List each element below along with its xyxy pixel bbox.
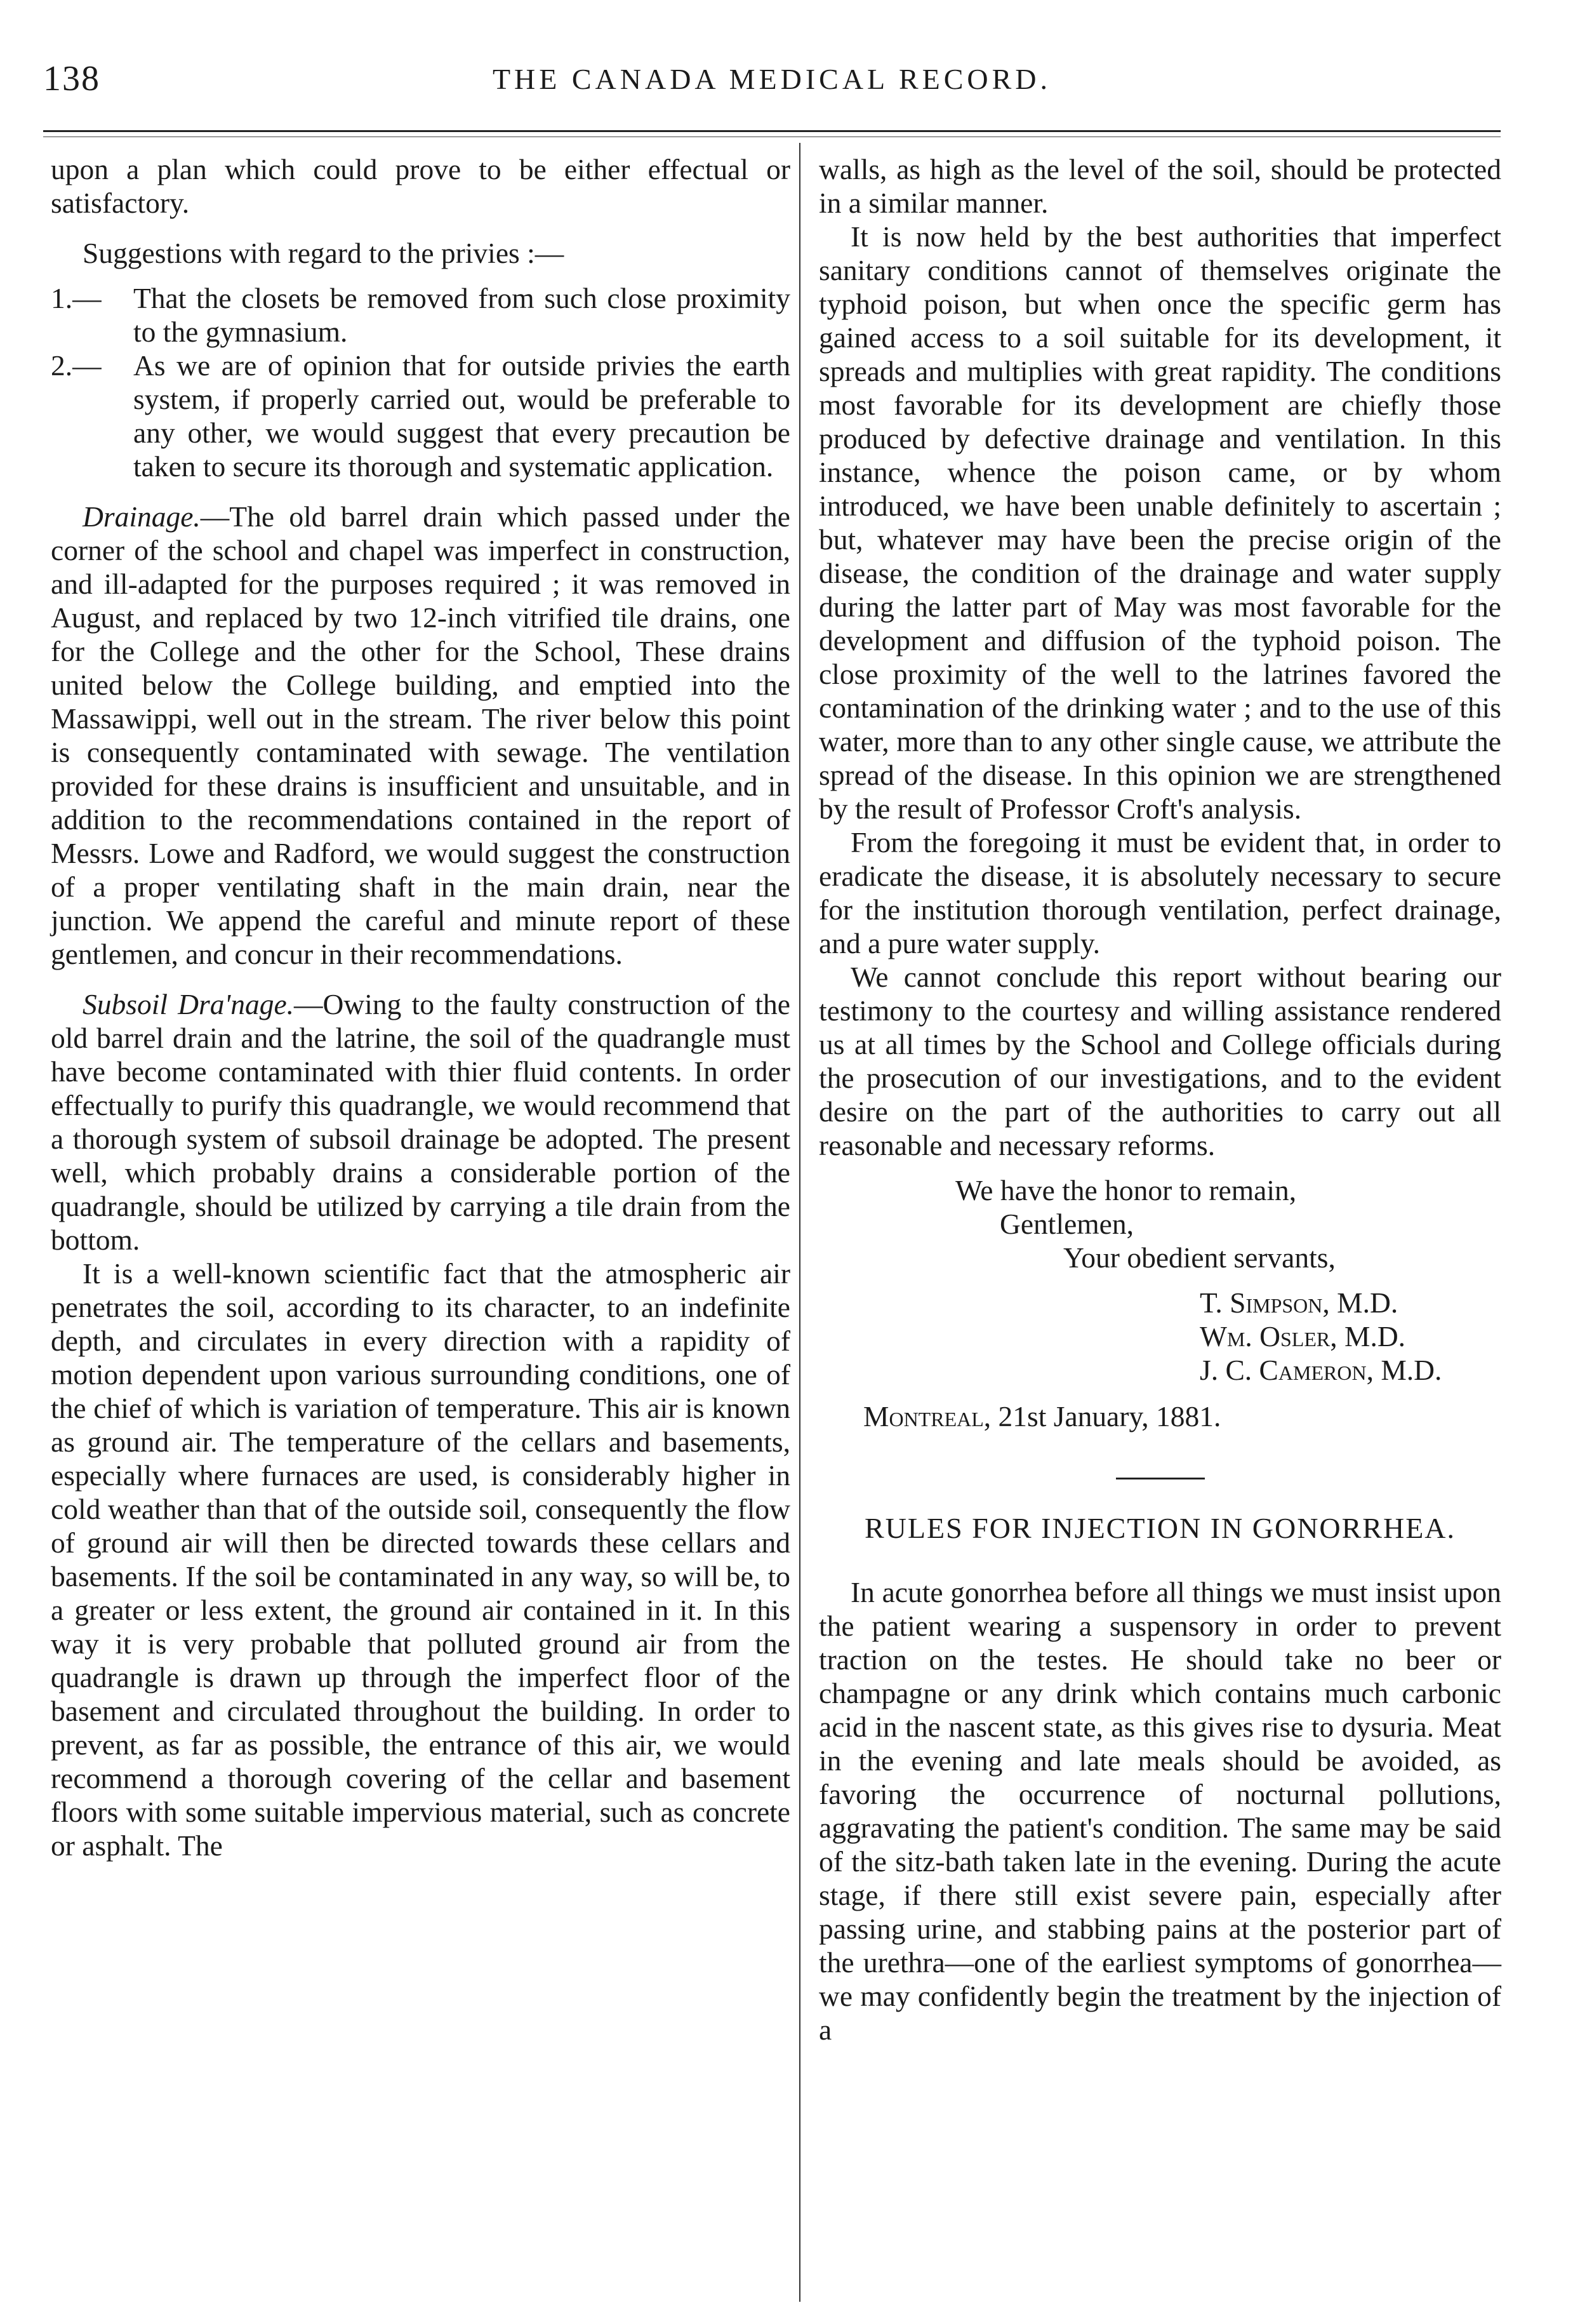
paragraph-text: —Owing to the faulty construction of the old barrel drain and the latrine, the soil of the quadrangle must have become contaminated with thier fluid contents. In order effectually to purify this quadrangle, we would recommend that a thorough system of subsoil drainage be adopted. The present well, which probably drains a considerable portion of the quadrangle, should be utilized by carrying a tile drain from the bottom. (51, 988, 790, 1256)
paragraph: It is a well-known scientific fact that the atmospheric air penetrates the soil, according to its character, to an indefinite depth, and circulates in every direction with a rapidity of motion dependent upon various surrounding conditions, one of the chief of which is variation of temperature. This air is known as ground air. The temperature of the cellars and basements, especially where furnaces are used, is considerably higher in cold weather than that of the outside soil, consequently the flow of ground air will then be directed towards these cellars and basements. If the soil be contaminated in any way, so will be, to a greater or less extent, the ground air contained in it. In this way it is very probable that polluted ground air from the quadrangle is drawn up through the imperfect floor of the basement and circulated throughout the building. In order to prevent, as far as possible, the entrance of this air, we would recommend a thorough covering of the cellar and basement floors with some suitable impervious material, such as concrete or asphalt. The (51, 1257, 790, 1862)
section-heading: Drainage. (83, 500, 201, 533)
paragraph (51, 500, 790, 971)
dateline (819, 1399, 1501, 1433)
paragraph (51, 987, 790, 1257)
running-title: THE CANADA MEDICAL RECORD. (492, 63, 1052, 95)
left-column (51, 152, 790, 1862)
paragraph: We cannot conclude this report without bearing our testimony to the courtesy and willing assistance rendered us at all times by the School and College officials during the prosecution of our investigations, and to the evident desire on the part of the authorities to carry out all reasonable and necessary reforms. (819, 961, 1501, 1161)
paragraph: In acute gonorrhea before all things we must insist upon the patient wearing a suspensory in order to prevent traction on the testes. He should take no beer or champagne or any drink which contains much carbonic acid in the nascent state, as this gives rise to dysuria. Meat in the evening and late meals should be avoided, as favoring the occurrence of nocturnal pollutions, aggravating the patient's condition. The same may be said of the sitz-bath taken late in the evening. During the acute stage, if there still exist severe pain, especially after passing urine, and stabbing pains at the posterior part of the urethra—one of the earliest symptoms of gonorrhea—we may confidently begin the treatment by the injection of a (819, 1576, 1501, 2046)
right-column (819, 152, 1501, 2047)
section-heading: Subsoil Dra'nage. (83, 988, 295, 1020)
paragraph: walls, as high as the level of the soil, should be protected in a similar manner. (819, 153, 1501, 219)
closing (819, 1173, 1501, 1274)
paragraph: From the foregoing it must be evident that, in order to eradicate the disease, it is absolutely necessary to secure for the institution thorough ventilation, perfect drainage, and a pure water supply. (819, 826, 1501, 959)
section-title: RULES FOR INJECTION IN GONORRHEA. (864, 1512, 1456, 1544)
paragraph: upon a plan which could prove to be either effectual or satisfactory. (51, 153, 790, 219)
closing-line: We have the honor to remain, (955, 1174, 1297, 1206)
closing-line: Your obedient servants, (1063, 1241, 1336, 1274)
list-item (51, 281, 790, 349)
list-number: 1.— (51, 282, 102, 314)
section-separator (1116, 1478, 1205, 1479)
paragraph: It is now held by the best authorities that imperfect sanitary conditions cannot of themselves originate the typhoid poison, but when once the specific germ has gained access to a soil suitable for its development, it spreads and multiplies with great rapidity. The conditions most favorable for its development are chiefly those produced by defective drainage and ventilation. In this instance, whence the poison came, or by whom introduced, we have been unable definitely to ascertain ; but, whatever may have been the precise origin of the disease, the condition of the drainage and water supply during the latter part of May was most favorable for the development and diffusion of the typhoid poison. The close proximity of the well to the latrines favored the contamination of the drinking water ; and to the use of this water, more than to any other single cause, we attribute the spread of the disease. In this opinion we are strengthened by the result of Professor Croft's analysis. (819, 220, 1501, 825)
closing-line: Gentlemen, (1000, 1208, 1134, 1240)
list-item-text: As we are of opinion that for outside privies the earth system, if properly carried out, would be preferable to any other, we would suggest that every precaution be taken to secure its thorough and systematic application. (133, 349, 790, 483)
signature: T. Simpson, M.D. (1200, 1286, 1398, 1319)
page-number: 138 (43, 59, 100, 98)
list-item (51, 349, 790, 483)
dateline-date: 21st January, 1881. (998, 1400, 1221, 1432)
column-divider (799, 143, 800, 2302)
page-header (43, 58, 1501, 116)
list-item-text: That the closets be removed from such close proximity to the gymnasium. (133, 282, 790, 348)
paragraph-text: —The old barrel drain which passed under the corner of the school and chapel was imperfect in construction, and ill-adapted for the purposes required ; it was removed in August, and replaced by two 12-inch vitrified tile drains, one for the College and the other for the School, These drains united below the College building, and emptied into the Massawippi, well out in the stream. The river below this point is consequently contaminated with sewage. The ventilation provided for these drains is insufficient and unsuitable, and in addition to the recommendations contained in the report of Messrs. Lowe and Radford, we would suggest the construction of a proper ventilating shaft in the main drain, near the junction. We append the careful and minute report of these gentlemen, and concur in their recommendations. (51, 500, 790, 970)
paragraph: Suggestions with regard to the privies :— (83, 237, 564, 269)
signature: J. C. Cameron, M.D. (1200, 1354, 1442, 1386)
signature: Wm. Osler, M.D. (1200, 1320, 1406, 1352)
dateline-city: Montreal, (863, 1400, 992, 1432)
list-number: 2.— (51, 349, 102, 382)
header-rule (43, 130, 1501, 132)
